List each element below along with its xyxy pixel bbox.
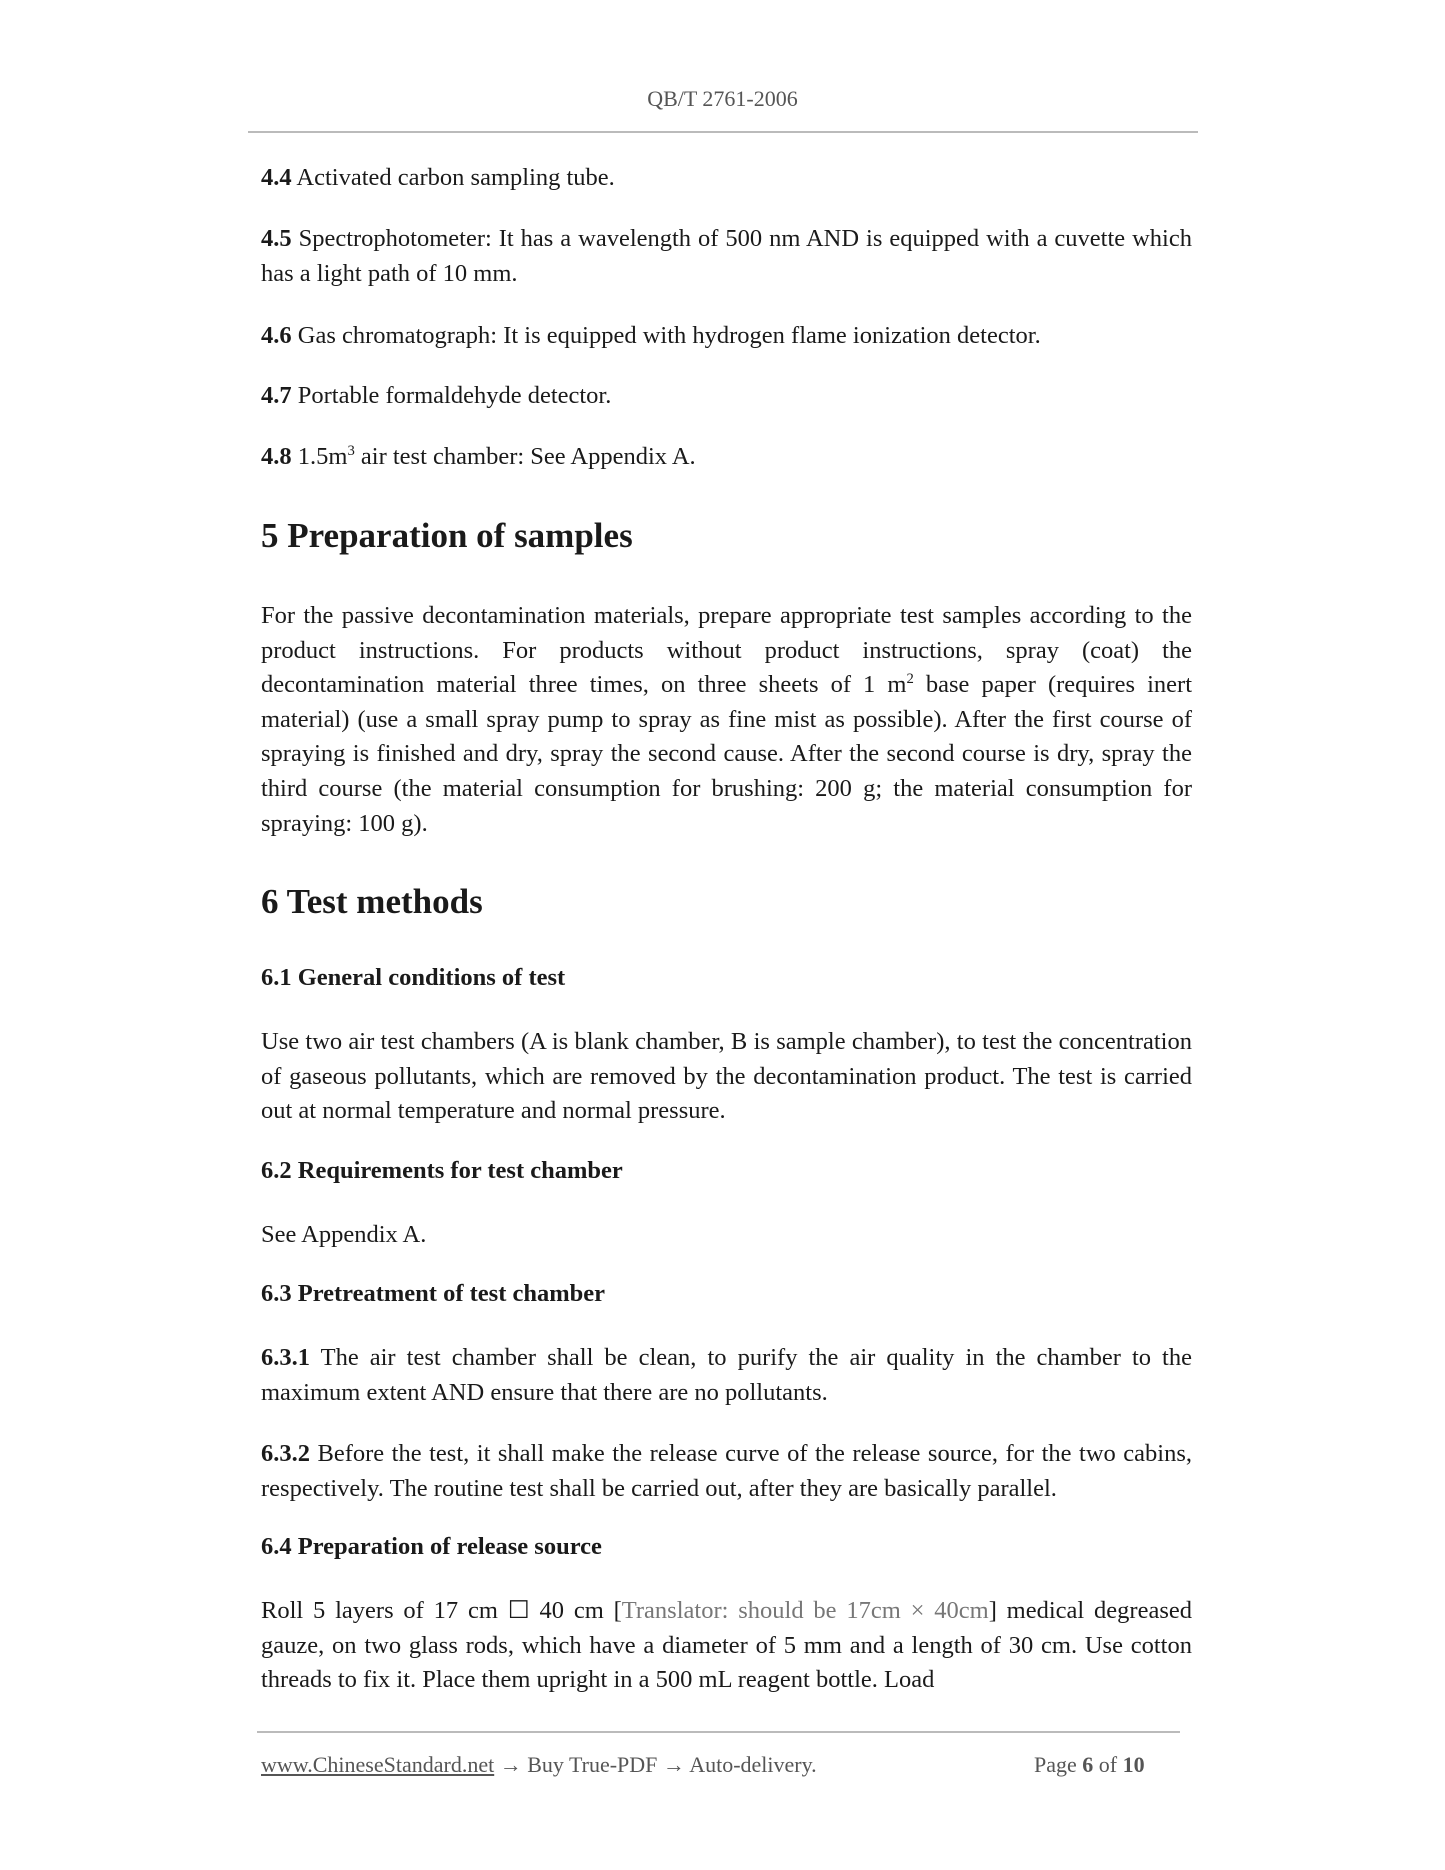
footer-rule <box>257 1731 1180 1733</box>
document-header: QB/T 2761-2006 <box>647 86 798 111</box>
item-4-6: 4.6 Gas chromatograph: It is equipped with hydrogen flame ionization detector. <box>261 322 1041 349</box>
item-4-8: 4.8 $1.5m^3$ air test chamber: See Appendix A. <box>261 442 696 470</box>
section-6-3-2: 6.3.2 Before the test, it shall make the release curve of the release source, for the two cabins, respectively. The routine test shall be carried out, after they are basically parallel. <box>261 1440 1192 1502</box>
footer-left: www.ChineseStandard.net → Buy True-PDF → Auto-delivery. <box>261 1752 817 1777</box>
section-6-3-heading: 6.3 Pretreatment of test chamber <box>261 1280 606 1307</box>
header-rule <box>248 131 1198 133</box>
translator-note: Translator: should be 17cm × 40cm <box>621 1597 989 1624</box>
item-4-5: 4.5 Spectrophotometer: It has a wavelength of 500 nm AND is equipped with a cuvette which has a light path of 10 mm. <box>261 225 1192 287</box>
section-6-heading: 6 Test methods <box>261 882 483 921</box>
page-indicator: Page 6 of 10 <box>1034 1752 1145 1777</box>
section-5-heading: 5 Preparation of samples <box>261 516 633 555</box>
section-5-paragraph: For the passive decontamination materials, prepare appropriate test samples according to the product instructions. For products without product instructions, spray (coat) the decontamination material three times, on three sheets of 1 $m^2$ base paper (requires inert material) (use a small spray pump to spray as fine mist as possible). After the first course of spraying is finished and dry, spray the second cause. After the second course is dry, spray the third course (the material consumption for brushing: 200 g; the material consumption for spraying: 100 g). <box>261 602 1193 837</box>
section-6-3-1: 6.3.1 The air test chamber shall be clean, to purify the air quality in the chamber to the maximum extent AND ensure that there are no pollutants. <box>261 1344 1192 1406</box>
item-4-7: 4.7 Portable formaldehyde detector. <box>261 382 612 409</box>
section-6-4-heading: 6.4 Preparation of release source <box>261 1533 602 1560</box>
section-6-1-paragraph: Use two air test chambers (A is blank chamber, B is sample chamber), to test the concentration of gaseous pollutants, which are removed by the decontamination product. The test is carried out at normal temperature and normal pressure. <box>261 1028 1192 1125</box>
section-6-2-heading: 6.2 Requirements for test chamber <box>261 1157 623 1184</box>
section-6-4-paragraph: Roll 5 layers of 17 cm ☐ 40 cm [Translator: should be 17cm × 40cm] medical degreased gauze, on two glass rods, which have a diameter of 5 mm and a length of 30 cm. Use cotton threads to fix it. Place them upright in a 500 mL reagent bottle. Load <box>261 1597 1192 1694</box>
section-6-2-paragraph: See Appendix A. <box>261 1221 427 1248</box>
section-6-1-heading: 6.1 General conditions of test <box>261 964 566 991</box>
website-link[interactable]: www.ChineseStandard.net <box>261 1752 495 1777</box>
item-4-4: 4.4 Activated carbon sampling tube. <box>261 164 615 191</box>
